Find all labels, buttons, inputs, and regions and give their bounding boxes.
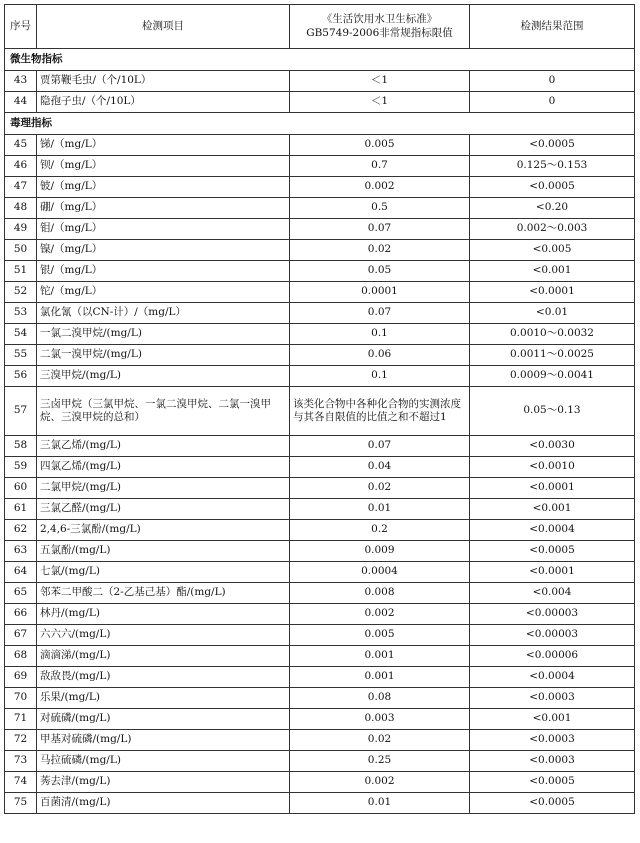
table-row <box>5 324 635 345</box>
row-range: <0.00003 <box>470 625 635 646</box>
row-number: 59 <box>5 457 37 478</box>
row-limit: 0.07 <box>290 436 470 457</box>
table-row <box>5 562 635 583</box>
table-row <box>5 793 635 814</box>
row-number: 52 <box>5 282 37 303</box>
table-row <box>5 730 635 751</box>
row-number: 70 <box>5 688 37 709</box>
row-number: 75 <box>5 793 37 814</box>
row-range: <0.00006 <box>470 646 635 667</box>
table-row <box>5 541 635 562</box>
section-title: 毒理指标 <box>5 113 635 135</box>
table-row <box>5 261 635 282</box>
row-range: <0.0001 <box>470 562 635 583</box>
table-row <box>5 156 635 177</box>
row-item: 一氯二溴甲烷/(mg/L) <box>37 324 290 345</box>
table-row <box>5 583 635 604</box>
row-limit: 0.02 <box>290 478 470 499</box>
row-number: 51 <box>5 261 37 282</box>
row-number: 55 <box>5 345 37 366</box>
row-item: 锑/（mg/L） <box>37 135 290 156</box>
row-range: <0.0005 <box>470 177 635 198</box>
row-item: 马拉硫磷/(mg/L) <box>37 751 290 772</box>
table-row <box>5 625 635 646</box>
row-limit: 0.08 <box>290 688 470 709</box>
row-number: 56 <box>5 366 37 387</box>
row-item: 对硫磷/(mg/L) <box>37 709 290 730</box>
table-row <box>5 604 635 625</box>
row-limit: 0.1 <box>290 324 470 345</box>
row-item: 铍/（mg/L） <box>37 177 290 198</box>
row-range: <0.0005 <box>470 772 635 793</box>
row-limit: 0.1 <box>290 366 470 387</box>
row-limit: 0.01 <box>290 793 470 814</box>
row-item: 五氯酚/(mg/L) <box>37 541 290 562</box>
row-limit: ＜1 <box>290 71 470 92</box>
row-limit: 0.25 <box>290 751 470 772</box>
table-row <box>5 240 635 261</box>
header-range: 检测结果范围 <box>470 5 635 49</box>
row-limit: 0.7 <box>290 156 470 177</box>
row-number: 49 <box>5 219 37 240</box>
row-number: 63 <box>5 541 37 562</box>
row-range: 0.125～0.153 <box>470 156 635 177</box>
row-range: <0.004 <box>470 583 635 604</box>
row-number: 45 <box>5 135 37 156</box>
row-range: 0.0010～0.0032 <box>470 324 635 345</box>
row-limit: 0.002 <box>290 772 470 793</box>
row-limit: 0.0004 <box>290 562 470 583</box>
table-row <box>5 92 635 113</box>
row-number: 68 <box>5 646 37 667</box>
row-range: <0.0001 <box>470 478 635 499</box>
row-range: <0.0003 <box>470 730 635 751</box>
row-number: 46 <box>5 156 37 177</box>
row-number: 44 <box>5 92 37 113</box>
row-limit: 0.2 <box>290 520 470 541</box>
row-item: 二氯甲烷/(mg/L) <box>37 478 290 499</box>
table-row <box>5 499 635 520</box>
row-item: 三氯乙醛/(mg/L) <box>37 499 290 520</box>
row-item: 钡/（mg/L） <box>37 156 290 177</box>
row-number: 72 <box>5 730 37 751</box>
row-number: 69 <box>5 667 37 688</box>
row-number: 62 <box>5 520 37 541</box>
row-range: <0.0005 <box>470 135 635 156</box>
row-item: 百菌清/(mg/L) <box>37 793 290 814</box>
row-item: 二氯一溴甲烷/(mg/L) <box>37 345 290 366</box>
row-limit: 0.01 <box>290 499 470 520</box>
row-range: <0.00003 <box>470 604 635 625</box>
row-limit: 0.008 <box>290 583 470 604</box>
row-item: 六六六/(mg/L) <box>37 625 290 646</box>
table-row <box>5 646 635 667</box>
table-row <box>5 219 635 240</box>
table-row <box>5 177 635 198</box>
row-item: 敌敌畏/(mg/L) <box>37 667 290 688</box>
table-row <box>5 345 635 366</box>
row-limit: 0.07 <box>290 303 470 324</box>
row-number: 57 <box>5 387 37 436</box>
row-number: 66 <box>5 604 37 625</box>
row-range: 0.05～0.13 <box>470 387 635 436</box>
row-range: <0.01 <box>470 303 635 324</box>
table-row <box>5 751 635 772</box>
row-limit: 0.002 <box>290 177 470 198</box>
row-number: 50 <box>5 240 37 261</box>
table-row <box>5 688 635 709</box>
section-row <box>5 113 635 135</box>
row-range: <0.0001 <box>470 282 635 303</box>
row-item: 三氯乙烯/(mg/L) <box>37 436 290 457</box>
row-number: 73 <box>5 751 37 772</box>
section-title: 微生物指标 <box>5 49 635 71</box>
table-row <box>5 667 635 688</box>
table-row <box>5 709 635 730</box>
row-limit: ＜1 <box>290 92 470 113</box>
row-limit: 0.009 <box>290 541 470 562</box>
row-limit: 0.07 <box>290 219 470 240</box>
header-item: 检测项目 <box>37 5 290 49</box>
row-number: 47 <box>5 177 37 198</box>
row-limit: 0.04 <box>290 457 470 478</box>
table-row <box>5 198 635 219</box>
row-number: 64 <box>5 562 37 583</box>
section-row <box>5 49 635 71</box>
header-row <box>5 5 635 49</box>
table-row <box>5 387 635 436</box>
row-item: 邻苯二甲酸二（2-乙基己基）酯/(mg/L) <box>37 583 290 604</box>
row-limit: 0.005 <box>290 625 470 646</box>
row-range: <0.0003 <box>470 688 635 709</box>
row-item: 镍/（mg/L） <box>37 240 290 261</box>
table-row <box>5 436 635 457</box>
row-limit: 0.05 <box>290 261 470 282</box>
row-item: 莠去津/(mg/L) <box>37 772 290 793</box>
row-number: 61 <box>5 499 37 520</box>
row-number: 58 <box>5 436 37 457</box>
row-range: <0.0004 <box>470 667 635 688</box>
row-range: 0.0011～0.0025 <box>470 345 635 366</box>
row-item: 七氯/(mg/L) <box>37 562 290 583</box>
header-limit-line2: GB5749-2006非常规指标限值 <box>306 26 453 39</box>
row-item: 三卤甲烷（三氯甲烷、一氯二溴甲烷、二氯一溴甲烷、三溴甲烷的总和） <box>37 387 290 436</box>
row-number: 43 <box>5 71 37 92</box>
table-row <box>5 772 635 793</box>
row-item: 甲基对硫磷/(mg/L) <box>37 730 290 751</box>
row-item: 四氯乙烯/(mg/L) <box>37 457 290 478</box>
table-row <box>5 478 635 499</box>
row-limit: 0.005 <box>290 135 470 156</box>
row-item: 隐孢子虫/（个/10L） <box>37 92 290 113</box>
row-item: 滴滴涕/(mg/L) <box>37 646 290 667</box>
table-body <box>5 49 635 814</box>
row-item: 林丹/(mg/L) <box>37 604 290 625</box>
row-number: 67 <box>5 625 37 646</box>
row-range: 0 <box>470 92 635 113</box>
row-item: 2,4,6-三氯酚/(mg/L) <box>37 520 290 541</box>
row-range: <0.0005 <box>470 541 635 562</box>
row-limit: 0.02 <box>290 240 470 261</box>
row-limit: 0.001 <box>290 646 470 667</box>
row-number: 71 <box>5 709 37 730</box>
row-range: <0.0030 <box>470 436 635 457</box>
row-number: 54 <box>5 324 37 345</box>
row-range: <0.0003 <box>470 751 635 772</box>
table-row <box>5 366 635 387</box>
row-range: <0.0010 <box>470 457 635 478</box>
row-range: <0.0004 <box>470 520 635 541</box>
row-item: 贾第鞭毛虫/（个/10L） <box>37 71 290 92</box>
row-range: <0.001 <box>470 261 635 282</box>
table-row <box>5 457 635 478</box>
row-item: 铊/（mg/L） <box>37 282 290 303</box>
row-range: <0.001 <box>470 499 635 520</box>
row-limit: 0.002 <box>290 604 470 625</box>
row-number: 60 <box>5 478 37 499</box>
row-number: 53 <box>5 303 37 324</box>
row-range: <0.0005 <box>470 793 635 814</box>
row-item: 三溴甲烷/(mg/L) <box>37 366 290 387</box>
header-no: 序号 <box>5 5 37 49</box>
row-limit: 0.06 <box>290 345 470 366</box>
row-limit: 0.001 <box>290 667 470 688</box>
row-range: <0.005 <box>470 240 635 261</box>
table-row <box>5 135 635 156</box>
row-limit: 0.003 <box>290 709 470 730</box>
row-limit: 0.02 <box>290 730 470 751</box>
header-limit <box>290 5 470 49</box>
table-row <box>5 303 635 324</box>
row-item: 硼/（mg/L） <box>37 198 290 219</box>
row-limit: 0.0001 <box>290 282 470 303</box>
row-item: 氯化氰（以CN-计）/（mg/L） <box>37 303 290 324</box>
table-row <box>5 282 635 303</box>
row-number: 48 <box>5 198 37 219</box>
row-limit: 0.5 <box>290 198 470 219</box>
table-row <box>5 520 635 541</box>
header-limit-line1: 《生活饮用水卫生标准》 <box>321 13 438 26</box>
row-range: 0 <box>470 71 635 92</box>
row-range: <0.20 <box>470 198 635 219</box>
row-range: 0.0009～0.0041 <box>470 366 635 387</box>
row-range: <0.001 <box>470 709 635 730</box>
row-range: 0.002～0.003 <box>470 219 635 240</box>
row-number: 65 <box>5 583 37 604</box>
water-quality-table <box>4 4 635 814</box>
row-item: 乐果/(mg/L) <box>37 688 290 709</box>
table-row <box>5 71 635 92</box>
row-number: 74 <box>5 772 37 793</box>
row-item: 银/（mg/L） <box>37 261 290 282</box>
row-item: 钼/（mg/L） <box>37 219 290 240</box>
row-limit: 该类化合物中各种化合物的实测浓度与其各自限值的比值之和不超过1 <box>290 387 470 436</box>
